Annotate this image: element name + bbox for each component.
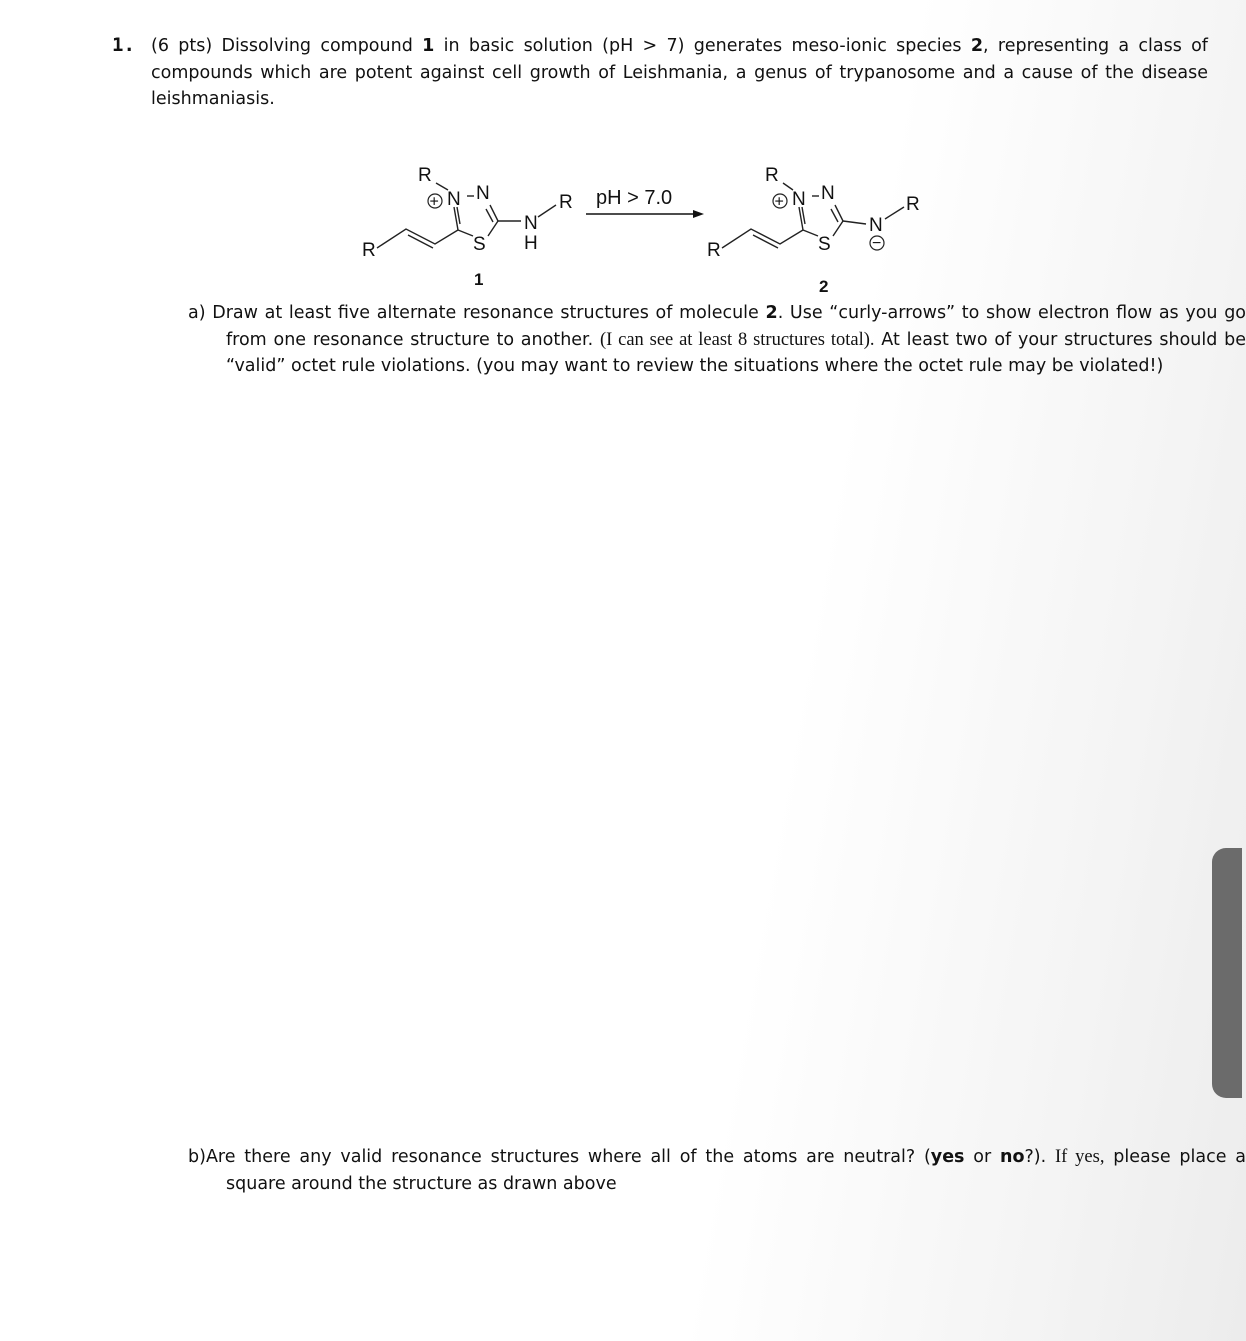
svg-text:H: H	[524, 233, 538, 254]
svg-text:+: +	[429, 193, 439, 211]
compound-2-label: 2	[819, 277, 829, 296]
reaction-arrow-icon	[693, 210, 704, 218]
svg-text:R: R	[707, 240, 721, 261]
svg-text:R: R	[418, 165, 432, 186]
svg-text:N: N	[821, 183, 835, 204]
compound-1-label: 1	[474, 270, 484, 289]
svg-text:N: N	[792, 189, 806, 210]
svg-text:N: N	[476, 183, 490, 204]
svg-text:N: N	[869, 215, 883, 236]
reaction-scheme	[0, 0, 1220, 300]
svg-text:+: +	[774, 193, 784, 211]
part-b-label: b)	[188, 1147, 206, 1167]
compound-1-ref: 1	[422, 36, 435, 56]
svg-text:R: R	[362, 240, 376, 261]
question-number: 1.	[112, 34, 135, 56]
compound-2-ref: 2	[970, 36, 984, 56]
svg-text:S: S	[818, 234, 831, 255]
part-a-text: a) Draw at least five alternate resonance structures of molecule 2. Use “curly-arrows” to show electron flow as you go from one resonance structure to another. (I can see at least 8 structures total). At least two of your structures should be “valid” octet rule violations. (you may want to review the situations where the octet rule may be violated!)	[188, 303, 1246, 376]
reaction-condition: pH > 7.0	[596, 187, 673, 209]
part-b-text: b)Are there any valid resonance structures where all of the atoms are neutral? (yes or no?). If yes, please place a square around the structure as drawn above	[188, 1147, 1246, 1194]
svg-text:−: −	[872, 235, 882, 252]
compound-1-structure	[362, 165, 573, 261]
question-intro: (6 pts) Dissolving compound 1 in basic solution (pH > 7) generates meso-ionic species 2, representing a class of compounds which are potent against cell growth of Leishmania, a genus of trypanosome and a cause of the disease leishmaniasis.	[151, 36, 1208, 109]
svg-text:N: N	[524, 213, 538, 234]
svg-text:N: N	[447, 189, 461, 210]
svg-text:R: R	[906, 194, 920, 215]
part-a-label: a)	[188, 303, 206, 323]
side-panel-handle[interactable]	[1212, 848, 1242, 1098]
svg-text:R: R	[765, 165, 779, 186]
svg-text:R: R	[559, 192, 573, 213]
points-label: (6 pts)	[151, 36, 213, 56]
compound-2-structure	[707, 165, 920, 261]
svg-text:S: S	[473, 234, 486, 255]
